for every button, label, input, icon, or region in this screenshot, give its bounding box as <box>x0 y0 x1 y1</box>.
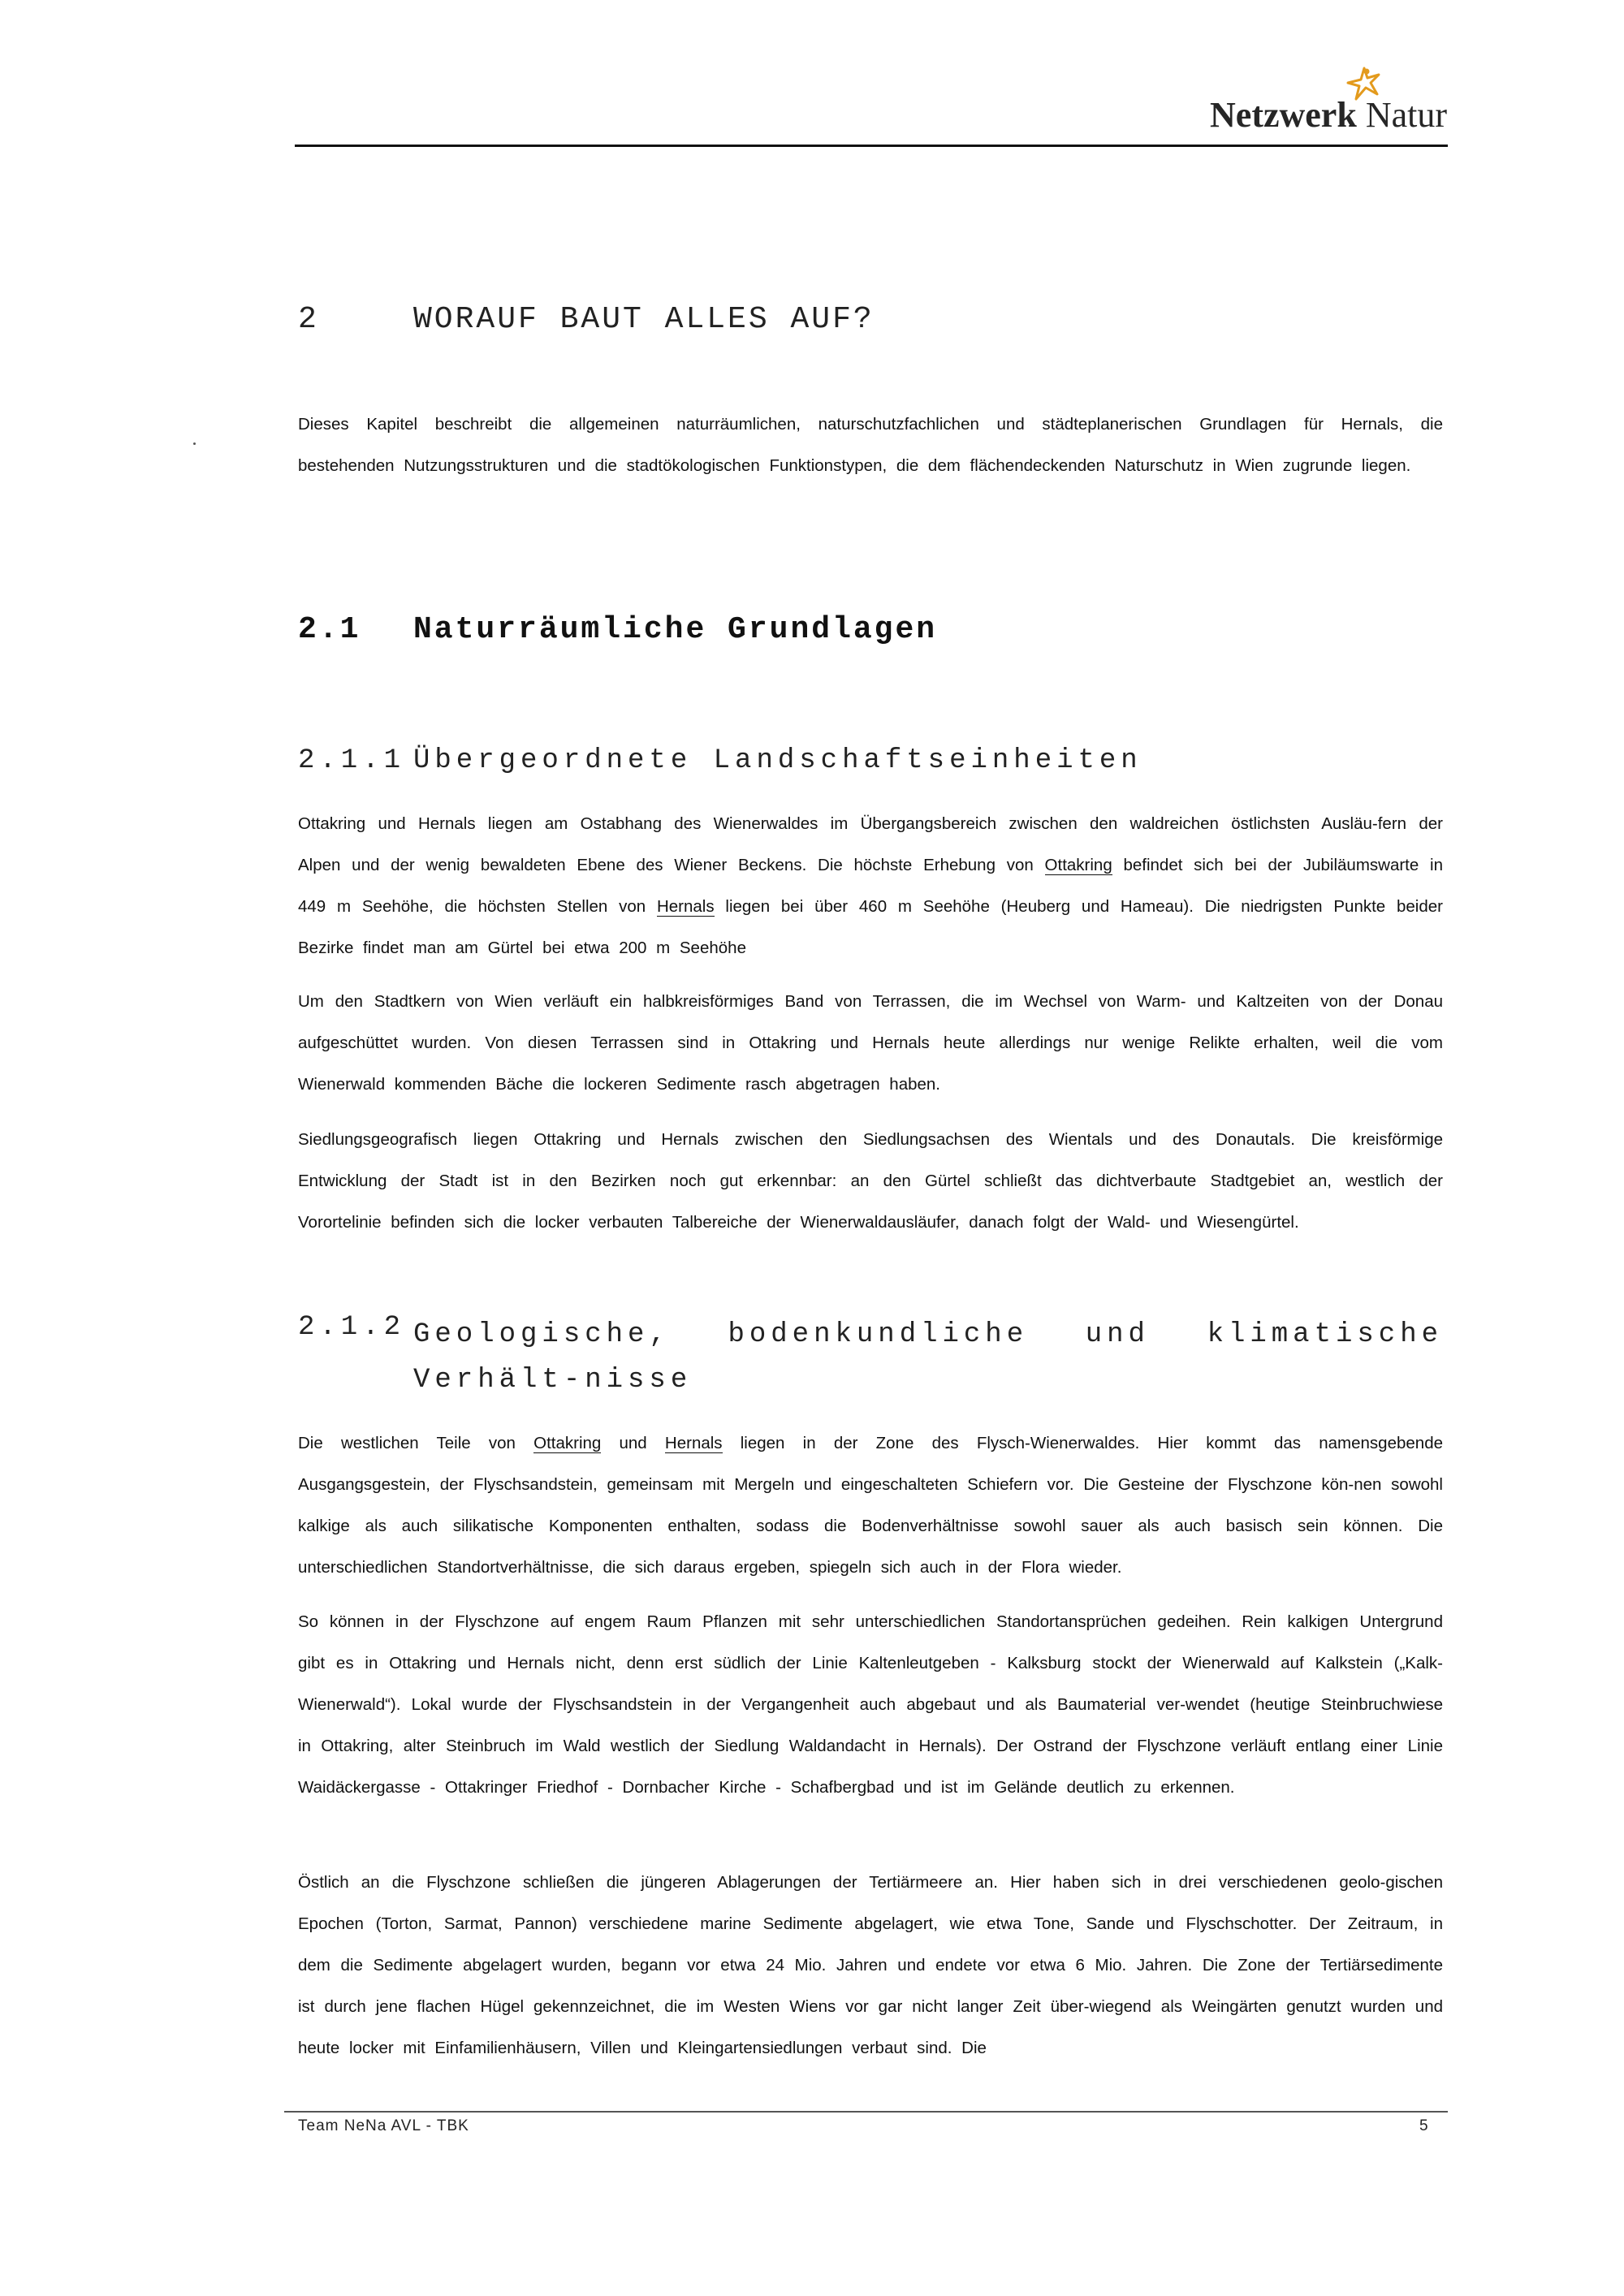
section-2-1-2-paragraph-1 <box>298 1422 1443 1588</box>
chapter-number: 2 <box>298 302 319 337</box>
section-2-1-1-number: 2.1.1 <box>298 745 406 776</box>
star-figure-icon <box>1341 67 1387 102</box>
section-2-1-number: 2.1 <box>298 612 361 647</box>
footer-divider <box>284 2111 1448 2113</box>
section-2-1-2-heading <box>298 1312 1443 1403</box>
underlined-term: Hernals <box>656 897 715 916</box>
chapter-title: WORAUF BAUT ALLES AUF? <box>413 302 875 337</box>
logo-bold-text: Netzwerk <box>1210 95 1357 135</box>
paragraph-text: Ottakring und Hernals liegen am Ostabhang des Wienerwaldes im Übergangsbereich zwischen den waldreichen östlichsten Ausläu-fern der Alpen und der wenig bewaldeten Ebene des Wiener Beckens. Die höchste Erhebung von <box>298 814 1443 874</box>
section-2-1-1-paragraph-1 <box>298 803 1443 969</box>
chapter-heading <box>298 302 875 337</box>
section-2-1-2-number: 2.1.2 <box>298 1312 406 1343</box>
footer-team-label: Team NeNa AVL - TBK <box>298 2117 469 2134</box>
paragraph-text: befindet sich bei der Jubiläumswarte in 449 m Seehöhe, die höchsten Stellen von <box>298 856 1443 916</box>
logo-wordmark <box>1210 70 1447 136</box>
netzwerk-natur-logo <box>1210 70 1447 136</box>
underlined-term: Hernals <box>664 1434 723 1452</box>
section-2-1-1-paragraph-3: Siedlungsgeografisch liegen Ottakring und Hernals zwischen den Siedlungsachsen des Wientals und des Donautals. Die kreisförmige Entwicklung der Stadt ist in den Bezirken noch gut erkennbar: an den Gürtel schließt das dichtverbaute Stadtgebiet an, westlich der Vorortelinie befinden sich die locker verbauten Talbereiche der Wienerwaldausläufer, danach folgt der Wald- und Wiesengürtel. <box>298 1130 1443 1232</box>
paragraph-text: Die westlichen Teile von <box>298 1434 534 1452</box>
logo-regular-text: Natur <box>1365 95 1447 135</box>
section-2-1-1-heading <box>298 745 1142 776</box>
section-2-1-2-title: Geologische, bodenkundliche und klimatische Verhält-nisse <box>413 1319 1443 1396</box>
paragraph-text: liegen in der Zone des Flysch-Wienerwaldes. Hier kommt das namensgebende Ausgangsgestein, der Flyschsandstein, gemeinsam mit Mergeln und eingeschalteten Schiefern vor. Die Gesteine der Flyschzone kön-nen sowohl kalkige als auch silikatische Komponenten enthalten, sodass die Bodenverhältnisse sowohl sauer als auch basisch sein können. Die unterschiedlichen Standortverhältnisse, die sich daraus ergeben, spiegeln sich auch in der Flora wieder. <box>298 1434 1443 1577</box>
section-2-1-2-paragraph-3: Östlich an die Flyschzone schließen die jüngeren Ablagerungen der Tertiärmeere an. Hier haben sich in drei verschiedenen geolo-gischen Epochen (Torton, Sarmat, Pannon) verschiedene marine Sedimente abgelagert, wie etwa Tone, Sande und Flyschschotter. Der Zeitraum, in dem die Sedimente abgelagert wurden, begann vor etwa 24 Mio. Jahren und endete vor etwa 6 Mio. Jahren. Die Zone der Tertiärsedimente ist durch jene flachen Hügel gekennzeichnet, die im Westen Wiens vor gar nicht langer Zeit über-wiegend als Weingärten genutzt wurden und heute locker mit Einfamilienhäusern, Villen und Kleingartensiedlungen verbaut sind. Die <box>298 1873 1443 2057</box>
paragraph-text: liegen bei über 460 m Seehöhe (Heuberg und Hameau). Die niedrigsten Punkte beider Bezirke findet man am Gürtel bei etwa 200 m Seehöhe <box>298 897 1443 957</box>
chapter-intro-paragraph: Dieses Kapitel beschreibt die allgemeinen naturräumlichen, naturschutzfachlichen und städteplanerischen Grundlagen für Hernals, die bestehenden Nutzungsstrukturen und die stadtökologischen Funktionstypen, die dem flächendeckenden Naturschutz in Wien zugrunde liegen. <box>298 415 1443 475</box>
section-2-1-heading <box>298 612 937 647</box>
margin-dot <box>193 442 196 445</box>
header-divider <box>295 145 1448 147</box>
section-2-1-2-paragraph-2: So können in der Flyschzone auf engem Raum Pflanzen mit sehr unterschiedlichen Standortansprüchen gedeihen. Rein kalkigen Untergrund gibt es in Ottakring und Hernals nicht, denn erst südlich der Linie Kaltenleutgeben - Kalksburg stockt der Wienerwald auf Kalkstein („Kalk-Wienerwald“). Lokal wurde der Flyschsandstein in der Vergangenheit auch abgebaut und als Baumaterial ver-wendet (heutige Steinbruchwiese in Ottakring, alter Steinbruch im Wald westlich der Siedlung Waldandacht in Hernals). Der Ostrand der Flyschzone verläuft entlang einer Linie Waidäckergasse - Ottakringer Friedhof - Dornbacher Kirche - Schafbergbad und ist im Gelände deutlich zu erkennen. <box>298 1612 1443 1797</box>
section-2-1-1-title: Übergeordnete Landschaftseinheiten <box>413 745 1142 776</box>
paragraph-text: und <box>601 1434 665 1452</box>
footer-page-number: 5 <box>1419 2117 1428 2134</box>
section-2-1-1-paragraph-2: Um den Stadtkern von Wien verläuft ein halbkreisförmiges Band von Terrassen, die im Wechsel von Warm- und Kaltzeiten von der Donau aufgeschüttet wurden. Von diesen Terrassen sind in Ottakring und Hernals heute allerdings nur wenige Relikte erhalten, weil die vom Wienerwald kommenden Bäche die lockeren Sedimente rasch abgetragen haben. <box>298 992 1443 1094</box>
underlined-term: Ottakring <box>1044 856 1112 874</box>
section-2-1-title: Naturräumliche Grundlagen <box>413 612 938 647</box>
underlined-term: Ottakring <box>533 1434 602 1452</box>
